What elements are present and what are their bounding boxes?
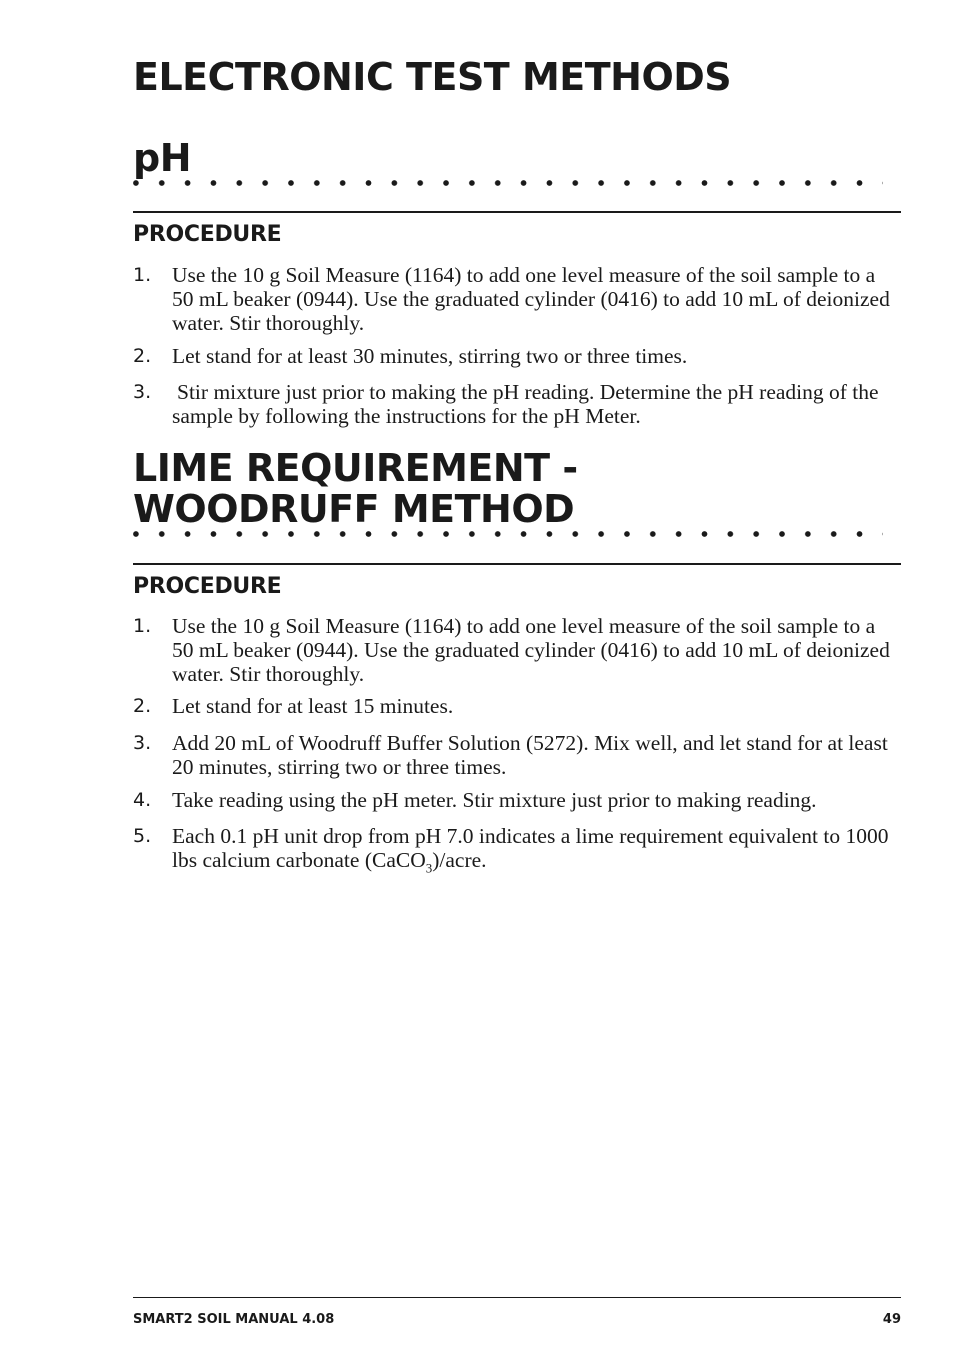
list-item	[133, 824, 901, 880]
step-text-part: Each 0.1 pH unit drop from pH 7.0 indicates a lime requirement equivalent to 1000 lbs calcium carbonate (CaCO	[172, 824, 889, 872]
step-number: 5.	[133, 825, 152, 847]
step-text: Let stand for at least 15 minutes.	[172, 694, 454, 718]
list-item	[133, 788, 901, 812]
step-text: Use the 10 g Soil Measure (1164) to add one level measure of the soil sample to a 50 mL beaker (0944). Use the graduated cylinder (0416) to add 10 mL of deionized water. Stir thoroughly.	[172, 614, 890, 686]
list-item	[133, 614, 901, 686]
footer-rule	[133, 1297, 901, 1298]
procedure-heading: PROCEDURE	[133, 222, 282, 247]
step-text	[172, 824, 889, 876]
step-number: 1.	[133, 615, 152, 637]
footer-manual-title: SMART2 SOIL MANUAL 4.08	[133, 1312, 335, 1327]
section-title-line: LIME REQUIREMENT -	[133, 446, 578, 490]
section-title-ph: pH	[133, 136, 192, 180]
ph-procedure-steps	[133, 263, 901, 428]
step-number: 1.	[133, 264, 152, 286]
step-text-part: )/acre.	[432, 848, 487, 872]
dotted-divider	[133, 531, 883, 537]
lime-procedure-steps	[133, 614, 901, 880]
page-title: ELECTRONIC TEST METHODS	[133, 55, 732, 99]
step-text: Add 20 mL of Woodruff Buffer Solution (5272). Mix well, and let stand for at least 20 minutes, stirring two or three times.	[172, 731, 888, 779]
procedure-heading: PROCEDURE	[133, 574, 282, 599]
step-text: Use the 10 g Soil Measure (1164) to add one level measure of the soil sample to a 50 mL beaker (0944). Use the graduated cylinder (0416) to add 10 mL of deionized water. Stir thoroughly.	[172, 263, 890, 335]
list-item	[133, 263, 901, 335]
step-number: 4.	[133, 789, 152, 811]
step-text: Let stand for at least 30 minutes, stirring two or three times.	[172, 344, 688, 368]
step-number: 3.	[133, 381, 152, 403]
list-item	[133, 380, 901, 428]
list-item	[133, 694, 901, 718]
list-item	[133, 731, 901, 779]
step-text: Stir mixture just prior to making the pH reading. Determine the pH reading of the sample by following the instructions for the pH Meter.	[172, 380, 879, 428]
section-rule	[133, 211, 901, 213]
step-number: 3.	[133, 732, 152, 754]
section-title-lime-requirement	[133, 448, 578, 530]
list-item	[133, 344, 901, 368]
page-number: 49	[882, 1312, 901, 1327]
subscript: 3	[425, 860, 433, 876]
dotted-divider	[133, 180, 883, 186]
step-number: 2.	[133, 695, 152, 717]
step-text: Take reading using the pH meter. Stir mixture just prior to making reading.	[172, 788, 817, 812]
step-number: 2.	[133, 345, 152, 367]
section-title-line: WOODRUFF METHOD	[133, 487, 575, 531]
section-rule	[133, 563, 901, 565]
